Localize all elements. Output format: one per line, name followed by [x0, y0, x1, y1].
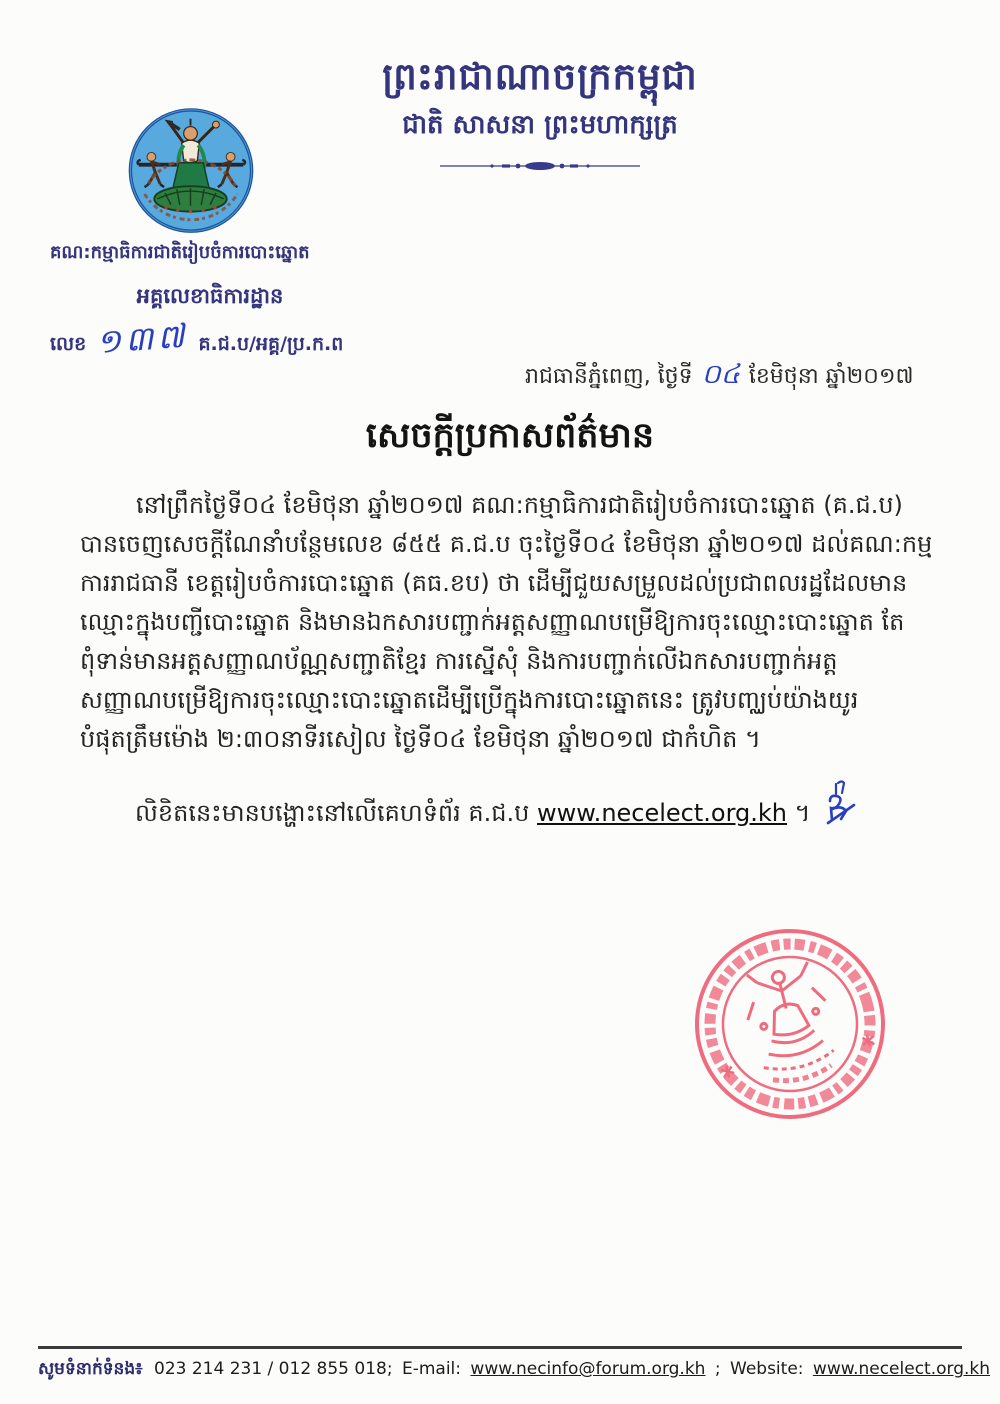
- kingdom-title: ព្រះរាជាណាចក្រកម្ពុជា: [382, 55, 698, 98]
- committee-name: គណ:កម្មាធិការជាតិរៀបចំការបោះឆ្នោត: [50, 242, 310, 263]
- closing-prefix: លិខិតនេះមានបង្ហោះនៅលើគេហទំព័រ គ.ជ.ប: [135, 799, 537, 827]
- body-line: បានចេញសេចក្ដីណែនាំបន្ថែមលេខ ៨៥៥ គ.ជ.ប ចុះថ្ងៃទី០៤ ខែមិថុនា ឆ្នាំ២០១៧ ដល់គណ:កម្ម: [80, 530, 933, 558]
- issuer-block: [50, 240, 370, 360]
- dateline: [525, 358, 914, 397]
- national-motto: ជាតិ សាសនា ព្រះមហាក្សត្រ: [402, 110, 678, 141]
- document-title: សេចក្ដីប្រកាសព័ត៌មាន: [365, 416, 655, 456]
- footer-email-link[interactable]: www.necinfo@forum.org.kh: [470, 1359, 706, 1379]
- body-line: សញ្ញាណបម្រើឱ្យការចុះឈ្មោះបោះឆ្នោតដើម្បីប្រើក្នុងការបោះឆ្នោតនេះ ត្រូវបញ្ឈប់យ៉ាងយូរ: [80, 686, 859, 714]
- red-seal-stamp-icon: [669, 903, 911, 1145]
- handwritten-initials-icon: [824, 779, 858, 833]
- footer-contact-label: សូមទំនាក់ទំនង៖: [38, 1359, 143, 1379]
- body-line: ឈ្មោះក្នុងបញ្ជីបោះឆ្នោត និងមានឯកសារបញ្ជាក់អត្តសញ្ញាណបម្រើឱ្យការចុះឈ្មោះបោះឆ្នោត តែ: [80, 608, 905, 636]
- number-label: លេខ: [50, 333, 87, 355]
- footer-website-label: Website:: [730, 1359, 804, 1379]
- dateline-rest: ខែមិថុនា ឆ្នាំ២០១៧: [748, 364, 914, 389]
- footer-contact-bar: [38, 1346, 991, 1383]
- national-header: [330, 54, 750, 177]
- closing-end: ។: [794, 799, 811, 827]
- website-link[interactable]: www.necelect.org.kh: [537, 799, 788, 827]
- body-line: ការរាជធានី ខេត្តរៀបចំការបោះឆ្នោត (គធ.ខប) ថា ដើម្បីជួយសម្រួលដល់ប្រជាពលរដ្ឋដែលមាន: [80, 569, 908, 597]
- body-line: ពុំទាន់មានអត្តសញ្ញាណប័ណ្ណសញ្ជាតិខ្មែរ ការស្នើសុំ និងការបញ្ជាក់លើឯកសារបញ្ជាក់អត្ត: [80, 647, 838, 675]
- handwritten-number: ១៣៧: [94, 315, 190, 362]
- document-number-row: [50, 315, 370, 362]
- number-reference: គ.ជ.ប/អគ្គ/ប្រ.ក.ព: [198, 333, 344, 355]
- body-paragraph: [80, 486, 938, 759]
- handwritten-day: ០៤: [701, 359, 740, 390]
- closing-sentence: [135, 787, 858, 841]
- ornamental-divider-icon: [330, 158, 750, 177]
- body-line: នៅព្រឹកថ្ងៃទី០៤ ខែមិថុនា ឆ្នាំ២០១៧ គណ:កម្មាធិការជាតិរៀបចំការបោះឆ្នោត (គ.ជ.ប): [136, 491, 903, 519]
- nec-emblem-icon: [124, 106, 258, 238]
- footer-phones: 023 214 231 / 012 855 018;: [154, 1359, 393, 1379]
- body-line: បំផុតត្រឹមម៉ោង ២:៣០នាទីរសៀល ថ្ងៃទី០៤ ខែមិថុនា ឆ្នាំ២០១៧ ជាកំហិត ។: [80, 725, 761, 753]
- footer-separator: ;: [714, 1359, 721, 1379]
- dateline-prefix: រាជធានីភ្នំពេញ, ថ្ងៃទី: [525, 364, 693, 389]
- secretariat-name: អគ្គលេខាធិការដ្ឋាន: [136, 284, 284, 308]
- footer-website-link[interactable]: www.necelect.org.kh: [812, 1359, 991, 1379]
- footer-email-label: E-mail:: [401, 1359, 462, 1379]
